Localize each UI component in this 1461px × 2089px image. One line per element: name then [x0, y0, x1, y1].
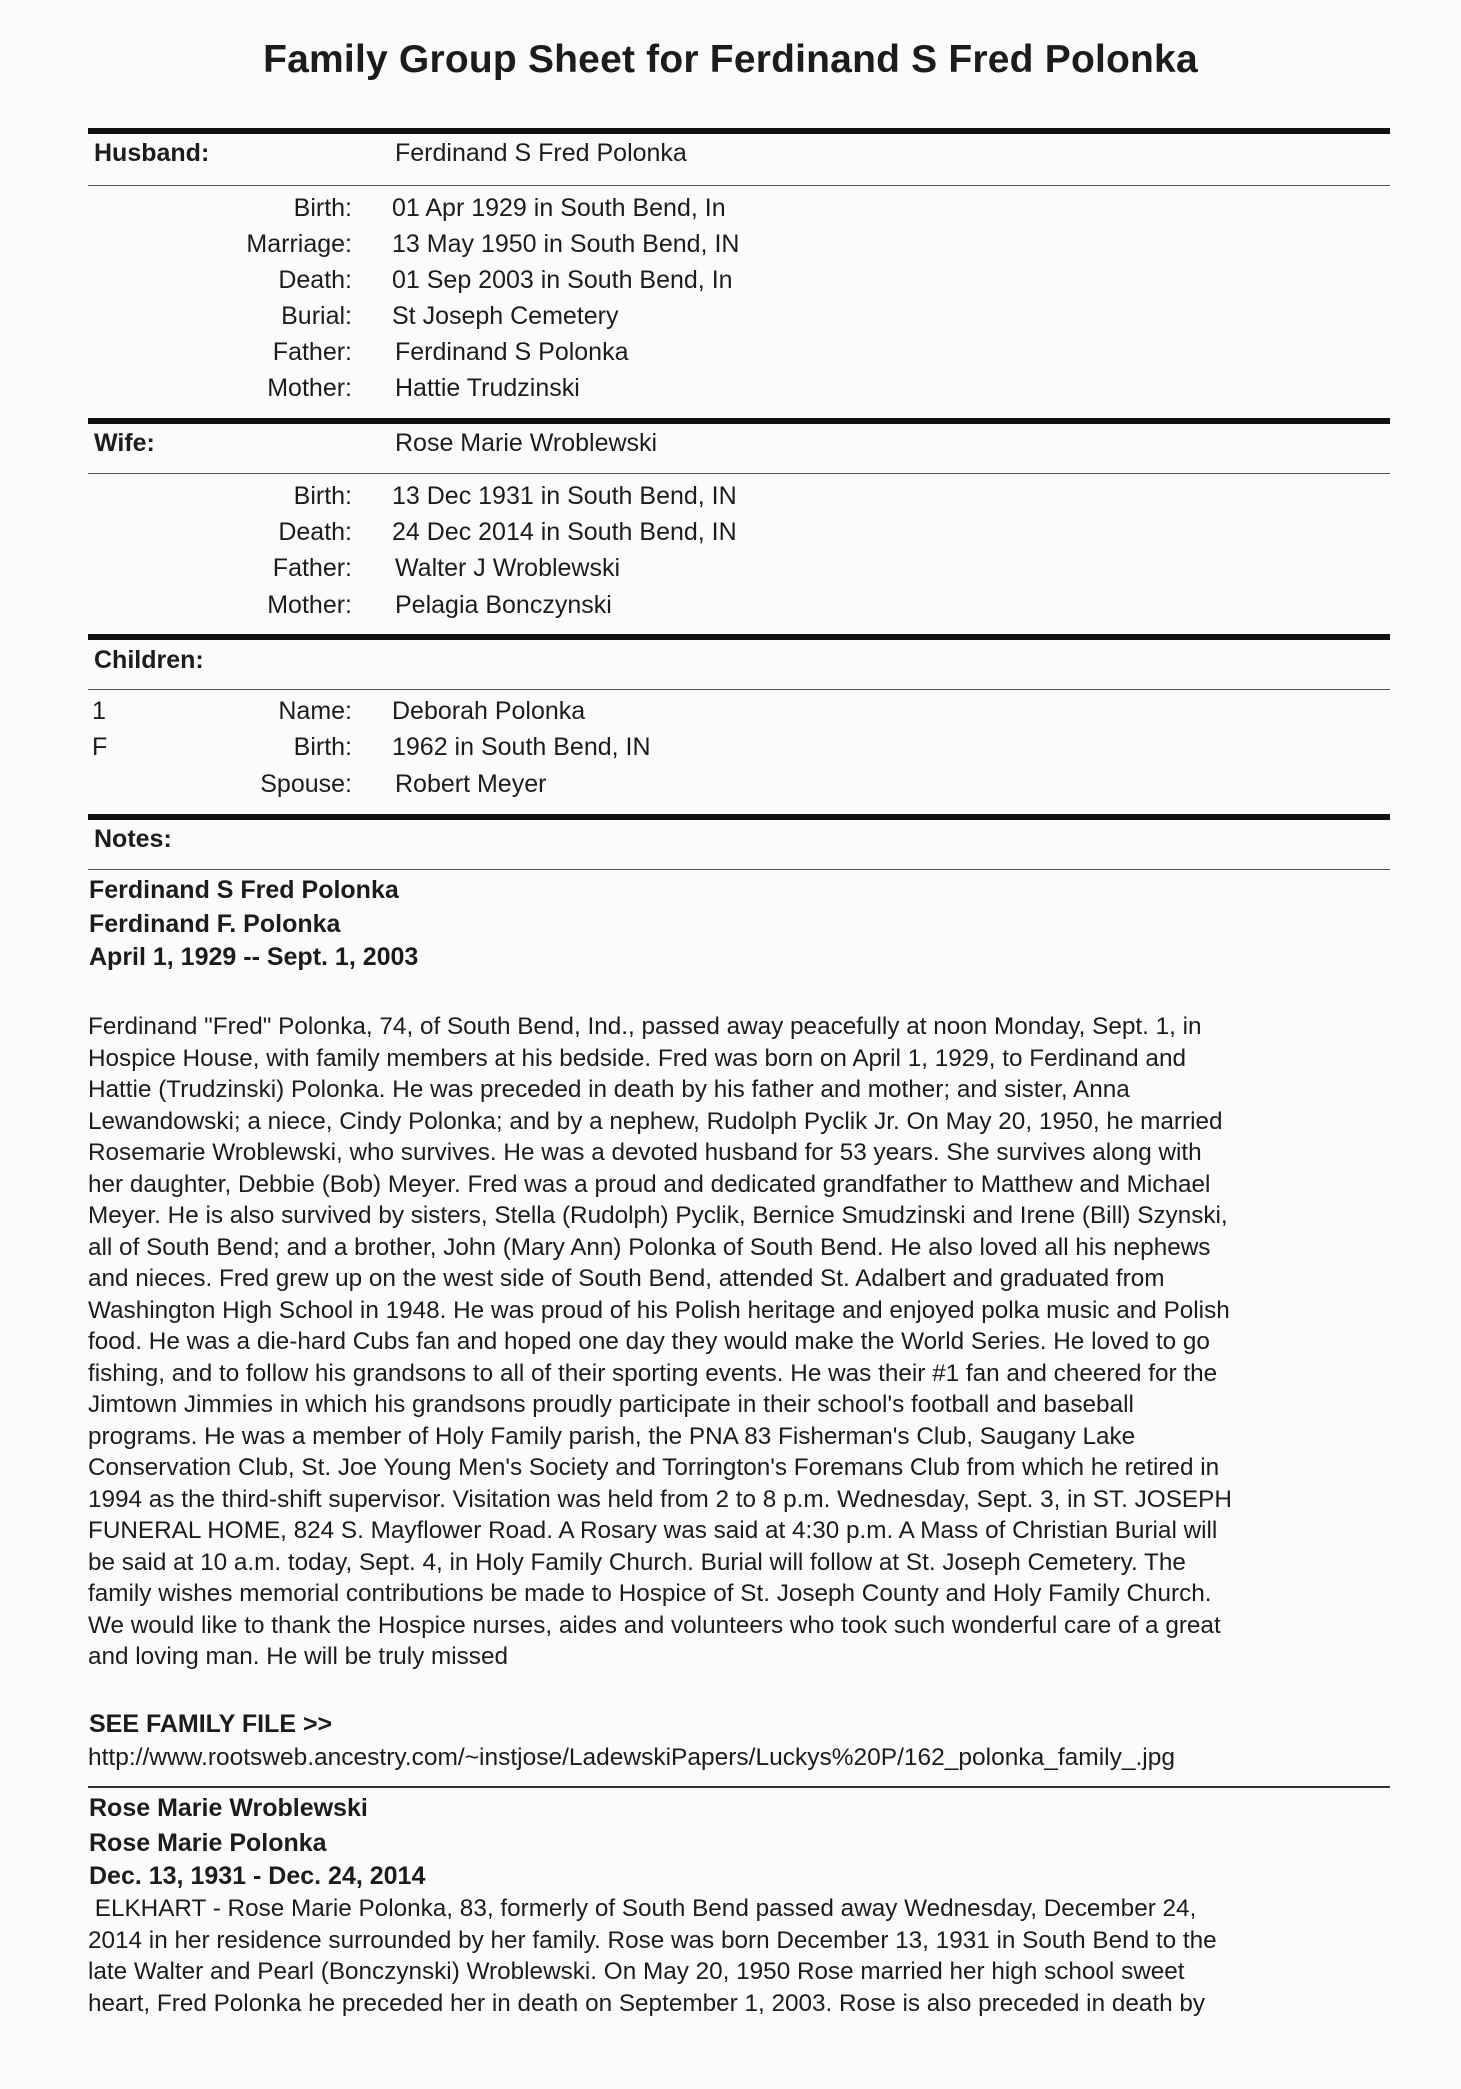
obituary-line: 2014 in her residence surrounded by her family. Rose was born December 13, 1931 in South Bend to the — [88, 1926, 1217, 1954]
obituary-line: Hattie (Trudzinski) Polonka. He was preceded in death by his father and mother; and sister, Anna — [88, 1076, 1130, 1103]
notes-rose-obituary — [88, 1893, 1388, 2019]
husband-burial-value: St Joseph Cemetery — [392, 302, 619, 330]
husband-birth-label: Birth: — [293, 194, 352, 222]
obituary-line: all of South Bend; and a brother, John (Mary Ann) Polonka of South Bend. He also loved all his nephews — [88, 1233, 1211, 1261]
section-rule — [88, 128, 1390, 134]
page-title: Family Group Sheet for Ferdinand S Fred Polonka — [263, 38, 1198, 81]
child-birth-label: Birth: — [293, 733, 352, 761]
child-number: 1 — [92, 697, 106, 725]
family-file-url[interactable]: http://www.rootsweb.ancestry.com/~instjose/LadewskiPapers/Luckys%20P/162_polonka_family_.jpg — [88, 1744, 1175, 1771]
notes-label: Notes: — [94, 825, 172, 853]
husband-burial-label: Burial: — [281, 302, 352, 330]
child-sex: F — [92, 733, 108, 761]
section-divider — [88, 185, 1390, 186]
obituary-line: and loving man. He will be truly missed — [88, 1643, 508, 1670]
husband-father-value: Ferdinand S Polonka — [395, 338, 629, 366]
section-rule — [88, 814, 1390, 820]
section-rule — [88, 634, 1390, 640]
wife-mother-label: Mother: — [267, 591, 352, 619]
obituary-line: be said at 10 a.m. today, Sept. 4, in Holy Family Church. Burial will follow at St. Joseph Cemetery. The — [88, 1548, 1186, 1576]
see-family-file-label: SEE FAMILY FILE >> — [89, 1710, 333, 1738]
obituary-line: We would like to thank the Hospice nurses, aides and volunteers who took such wonderful care of a great — [88, 1611, 1221, 1639]
obituary-line: FUNERAL HOME, 824 S. Mayflower Road. A Rosary was said at 4:30 p.m. A Mass of Christian Burial will — [88, 1517, 1218, 1544]
obituary-line: late Walter and Pearl (Bonczynski) Wroblewski. On May 20, 1950 Rose married her high school sweet — [88, 1958, 1185, 1985]
husband-death-value: 01 Sep 2003 in South Bend, In — [392, 266, 733, 294]
obituary-line: Meyer. He is also survived by sisters, Stella (Rudolph) Pyclik, Bernice Smudzinski and Irene (Bill) Szynski, — [88, 1202, 1228, 1229]
obituary-line: Jimtown Jimmies in which his grandsons proudly participate in their school's football and baseball — [88, 1391, 1134, 1418]
notes-fred-dates: April 1, 1929 -- Sept. 1, 2003 — [89, 943, 419, 971]
obituary-line: and nieces. Fred grew up on the west side of South Bend, attended St. Adalbert and graduated from — [88, 1265, 1165, 1292]
obituary-line: Conservation Club, St. Joe Young Men's Society and Torrington's Foremans Club from which he retired in — [88, 1454, 1220, 1481]
husband-death-label: Death: — [278, 266, 352, 294]
child-birth-value: 1962 in South Bend, IN — [392, 733, 651, 761]
obituary-line: heart, Fred Polonka he preceded her in death on September 1, 2003. Rose is also preceded in death by — [88, 1989, 1206, 2017]
section-divider — [88, 689, 1390, 690]
obituary-line: Rosemarie Wroblewski, who survives. He was a devoted husband for 53 years. She survives along with — [88, 1139, 1202, 1166]
notes-fred-heading: Ferdinand S Fred Polonka — [89, 876, 399, 904]
section-rule — [88, 418, 1390, 424]
wife-mother-value: Pelagia Bonczynski — [395, 591, 612, 619]
notes-fred-alt-name: Ferdinand F. Polonka — [89, 910, 341, 938]
obituary-line: Washington High School in 1948. He was proud of his Polish heritage and enjoyed polka music and Polish — [88, 1296, 1230, 1324]
wife-death-label: Death: — [278, 518, 352, 546]
wife-father-value: Walter J Wroblewski — [395, 554, 621, 582]
obituary-line: ELKHART - Rose Marie Polonka, 83, formerly of South Bend passed away Wednesday, December 24, — [88, 1895, 1197, 1922]
children-label: Children: — [94, 646, 204, 674]
notes-fred-obituary — [88, 1011, 1388, 1673]
wife-father-label: Father: — [272, 554, 352, 582]
child-spouse-value: Robert Meyer — [395, 770, 547, 798]
obituary-line: family wishes memorial contributions be made to Hospice of St. Joseph County and Holy Family Church. — [88, 1580, 1212, 1607]
obituary-line: Lewandowski; a niece, Cindy Polonka; and by a nephew, Rudolph Pyclik Jr. On May 20, 1950, he married — [88, 1107, 1223, 1135]
obituary-line: 1994 as the third-shift supervisor. Visitation was held from 2 to 8 p.m. Wednesday, Sept. 3, in ST. JOSEPH — [88, 1485, 1232, 1513]
wife-birth-label: Birth: — [293, 482, 352, 510]
husband-name: Ferdinand S Fred Polonka — [395, 139, 687, 167]
section-divider — [88, 473, 1390, 474]
husband-label: Husband: — [94, 139, 210, 167]
wife-label: Wife: — [94, 429, 155, 457]
notes-divider — [88, 1786, 1390, 1788]
wife-death-value: 24 Dec 2014 in South Bend, IN — [392, 518, 737, 546]
section-divider — [88, 869, 1390, 870]
obituary-line: fishing, and to follow his grandsons to all of their sporting events. He was their #1 fan and cheered for the — [88, 1359, 1218, 1387]
child-spouse-label: Spouse: — [260, 770, 352, 798]
wife-birth-value: 13 Dec 1931 in South Bend, IN — [392, 482, 737, 510]
husband-marriage-label: Marriage: — [246, 230, 352, 258]
obituary-line: programs. He was a member of Holy Family parish, the PNA 83 Fisherman's Club, Saugany Lake — [88, 1422, 1136, 1450]
obituary-line: Hospice House, with family members at his bedside. Fred was born on April 1, 1929, to Ferdinand and — [88, 1044, 1186, 1072]
notes-rose-alt-name: Rose Marie Polonka — [89, 1829, 327, 1857]
child-name-value: Deborah Polonka — [392, 697, 586, 725]
husband-father-label: Father: — [272, 338, 352, 366]
obituary-line: Ferdinand "Fred" Polonka, 74, of South Bend, Ind., passed away peacefully at noon Monday, Sept. 1, in — [88, 1013, 1202, 1040]
husband-mother-value: Hattie Trudzinski — [395, 374, 580, 402]
husband-marriage-value: 13 May 1950 in South Bend, IN — [392, 230, 740, 258]
notes-rose-dates: Dec. 13, 1931 - Dec. 24, 2014 — [89, 1862, 426, 1890]
child-name-label: Name: — [278, 697, 352, 725]
husband-mother-label: Mother: — [267, 374, 352, 402]
wife-name: Rose Marie Wroblewski — [395, 429, 658, 457]
husband-birth-value: 01 Apr 1929 in South Bend, In — [392, 194, 726, 222]
obituary-line: her daughter, Debbie (Bob) Meyer. Fred was a proud and dedicated grandfather to Matthew and Michael — [88, 1170, 1211, 1198]
obituary-line: food. He was a die-hard Cubs fan and hoped one day they would make the World Series. He loved to go — [88, 1328, 1210, 1355]
notes-rose-heading: Rose Marie Wroblewski — [89, 1794, 368, 1822]
